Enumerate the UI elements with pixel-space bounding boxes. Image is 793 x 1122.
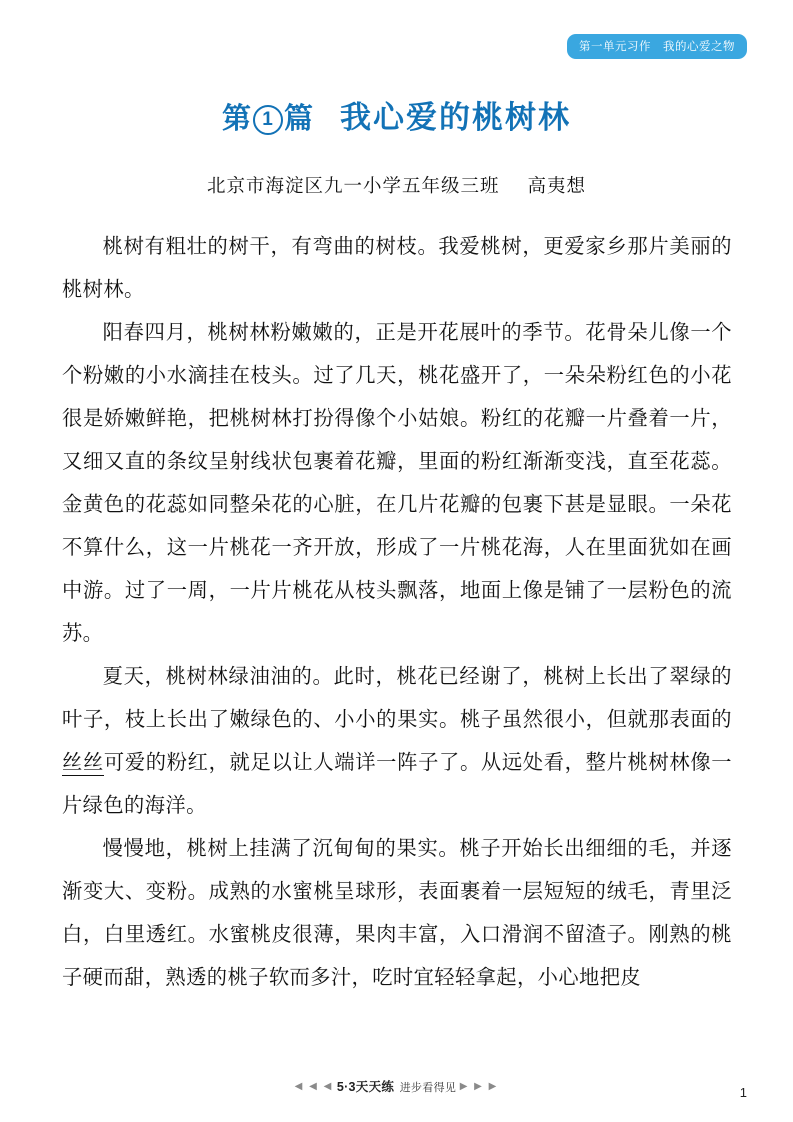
- footer-brand-sub: 进步看得见: [399, 1082, 457, 1094]
- footer: [0, 1077, 793, 1096]
- byline-author: 高夷想: [527, 177, 587, 197]
- footer-brand-group: [295, 1077, 499, 1095]
- page-title: [0, 92, 793, 137]
- left-dots-icon: ◀ ◀ ◀: [294, 1081, 334, 1092]
- byline-school: 北京市海淀区九一小学五年级三班: [206, 177, 500, 197]
- title-prefix: 第: [221, 103, 252, 135]
- right-dots-icon: ▶ ▶ ▶: [459, 1081, 499, 1092]
- article-body: [62, 226, 732, 1000]
- title-number-badge: 1: [253, 105, 283, 135]
- footer-brand: 5·3天天练: [336, 1080, 395, 1094]
- title-suffix: 篇: [284, 103, 315, 135]
- title-main-text: 我心爱的桃树林: [340, 100, 572, 135]
- paragraph-1: 桃树有粗壮的树干，有弯曲的树枝。我爱桃树，更爱家乡那片美丽的桃树林。: [62, 236, 732, 301]
- byline: [0, 172, 793, 198]
- paragraph-2: 阳春四月，桃树林粉嫩嫩的，正是开花展叶的季节。花骨朵儿像一个个粉嫩的小水滴挂在枝头。过了几天，桃花盛开了，一朵朵粉红色的小花很是娇嫩鲜艳，把桃树林打扮得像个小姑娘。粉红的花瓣一片叠着一片，又细又直的条纹呈射线状包裹着花瓣，里面的粉红渐渐变浅，直至花蕊。金黄色的花蕊如同整朵花的心脏，在几片花瓣的包裹下甚是显眼。一朵花不算什么，这一片桃花一齐开放，形成了一片桃花海，人在里面犹如在画中游。过了一周，一片片桃花从枝头飘落，地面上像是铺了一层粉色的流苏。: [62, 322, 732, 645]
- page-number: 1: [739, 1085, 747, 1100]
- paragraph-3: 夏天，桃树林绿油油的。此时，桃花已经谢了，桃树上长出了翠绿的叶子，枝上长出了嫩绿色的、小小的果实。桃子虽然很小，但就那表面的丝丝可爱的粉红，就足以让人端详一阵子了。从远处看，整片桃树林像一片绿色的海洋。: [62, 666, 732, 817]
- paragraph-4: 慢慢地，桃树上挂满了沉甸甸的果实。桃子开始长出细细的毛，并逐渐变大、变粉。成熟的水蜜桃呈球形，表面裹着一层短短的绒毛，青里泛白，白里透红。水蜜桃皮很薄，果肉丰富，入口滑润不留渣子。刚熟的桃子硬而甜，熟透的桃子软而多汁，吃时宜轻轻拿起，小心地把皮: [62, 838, 732, 989]
- underlined-phrase: 丝丝: [62, 752, 104, 774]
- chapter-tab: 第一单元习作 我的心爱之物: [567, 34, 747, 59]
